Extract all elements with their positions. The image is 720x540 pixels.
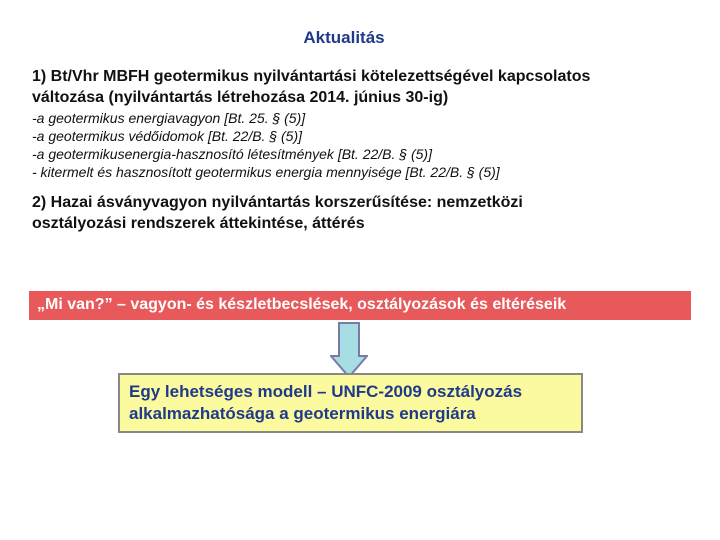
item-2-line-1: 2) Hazai ásványvagyon nyilvántartás korszerűsítése: nemzetközi	[32, 194, 523, 211]
sublist-item: -a geotermikus védőidomok [Bt. 22/B. § (5)]	[32, 128, 303, 144]
sublist-item: -a geotermikus energiavagyon [Bt. 25. § (5)]	[32, 110, 306, 126]
model-box	[118, 373, 583, 433]
item-2-line-2: osztályozási rendszerek áttekintése, áttérés	[32, 215, 365, 232]
item-1-line-2: változása (nyilvántartás létrehozása 2014. június 30-ig)	[32, 89, 449, 106]
sublist	[32, 109, 700, 181]
page-title: Aktualitás	[303, 28, 385, 47]
model-box-line-2: alkalmazhatósága a geotermikus energiára	[129, 404, 476, 423]
model-box-line-1: Egy lehetséges modell – UNFC-2009 osztályozás	[129, 382, 523, 401]
item-1	[32, 66, 700, 108]
question-banner: „Mi van?” – vagyon- és készletbecslések, osztályozások és eltéréseik	[29, 291, 691, 320]
item-1-line-1: 1) Bt/Vhr MBFH geotermikus nyilvántartási kötelezettségével kapcsolatos	[32, 68, 591, 85]
down-arrow-shape	[331, 323, 367, 377]
down-arrow-icon	[330, 322, 368, 378]
sublist-item: - kitermelt és hasznosított geotermikus energia mennyisége [Bt. 22/B. § (5)]	[32, 164, 500, 180]
item-2	[32, 192, 700, 234]
sublist-item: -a geotermikusenergia-hasznosító létesítmények [Bt. 22/B. § (5)]	[32, 146, 432, 162]
